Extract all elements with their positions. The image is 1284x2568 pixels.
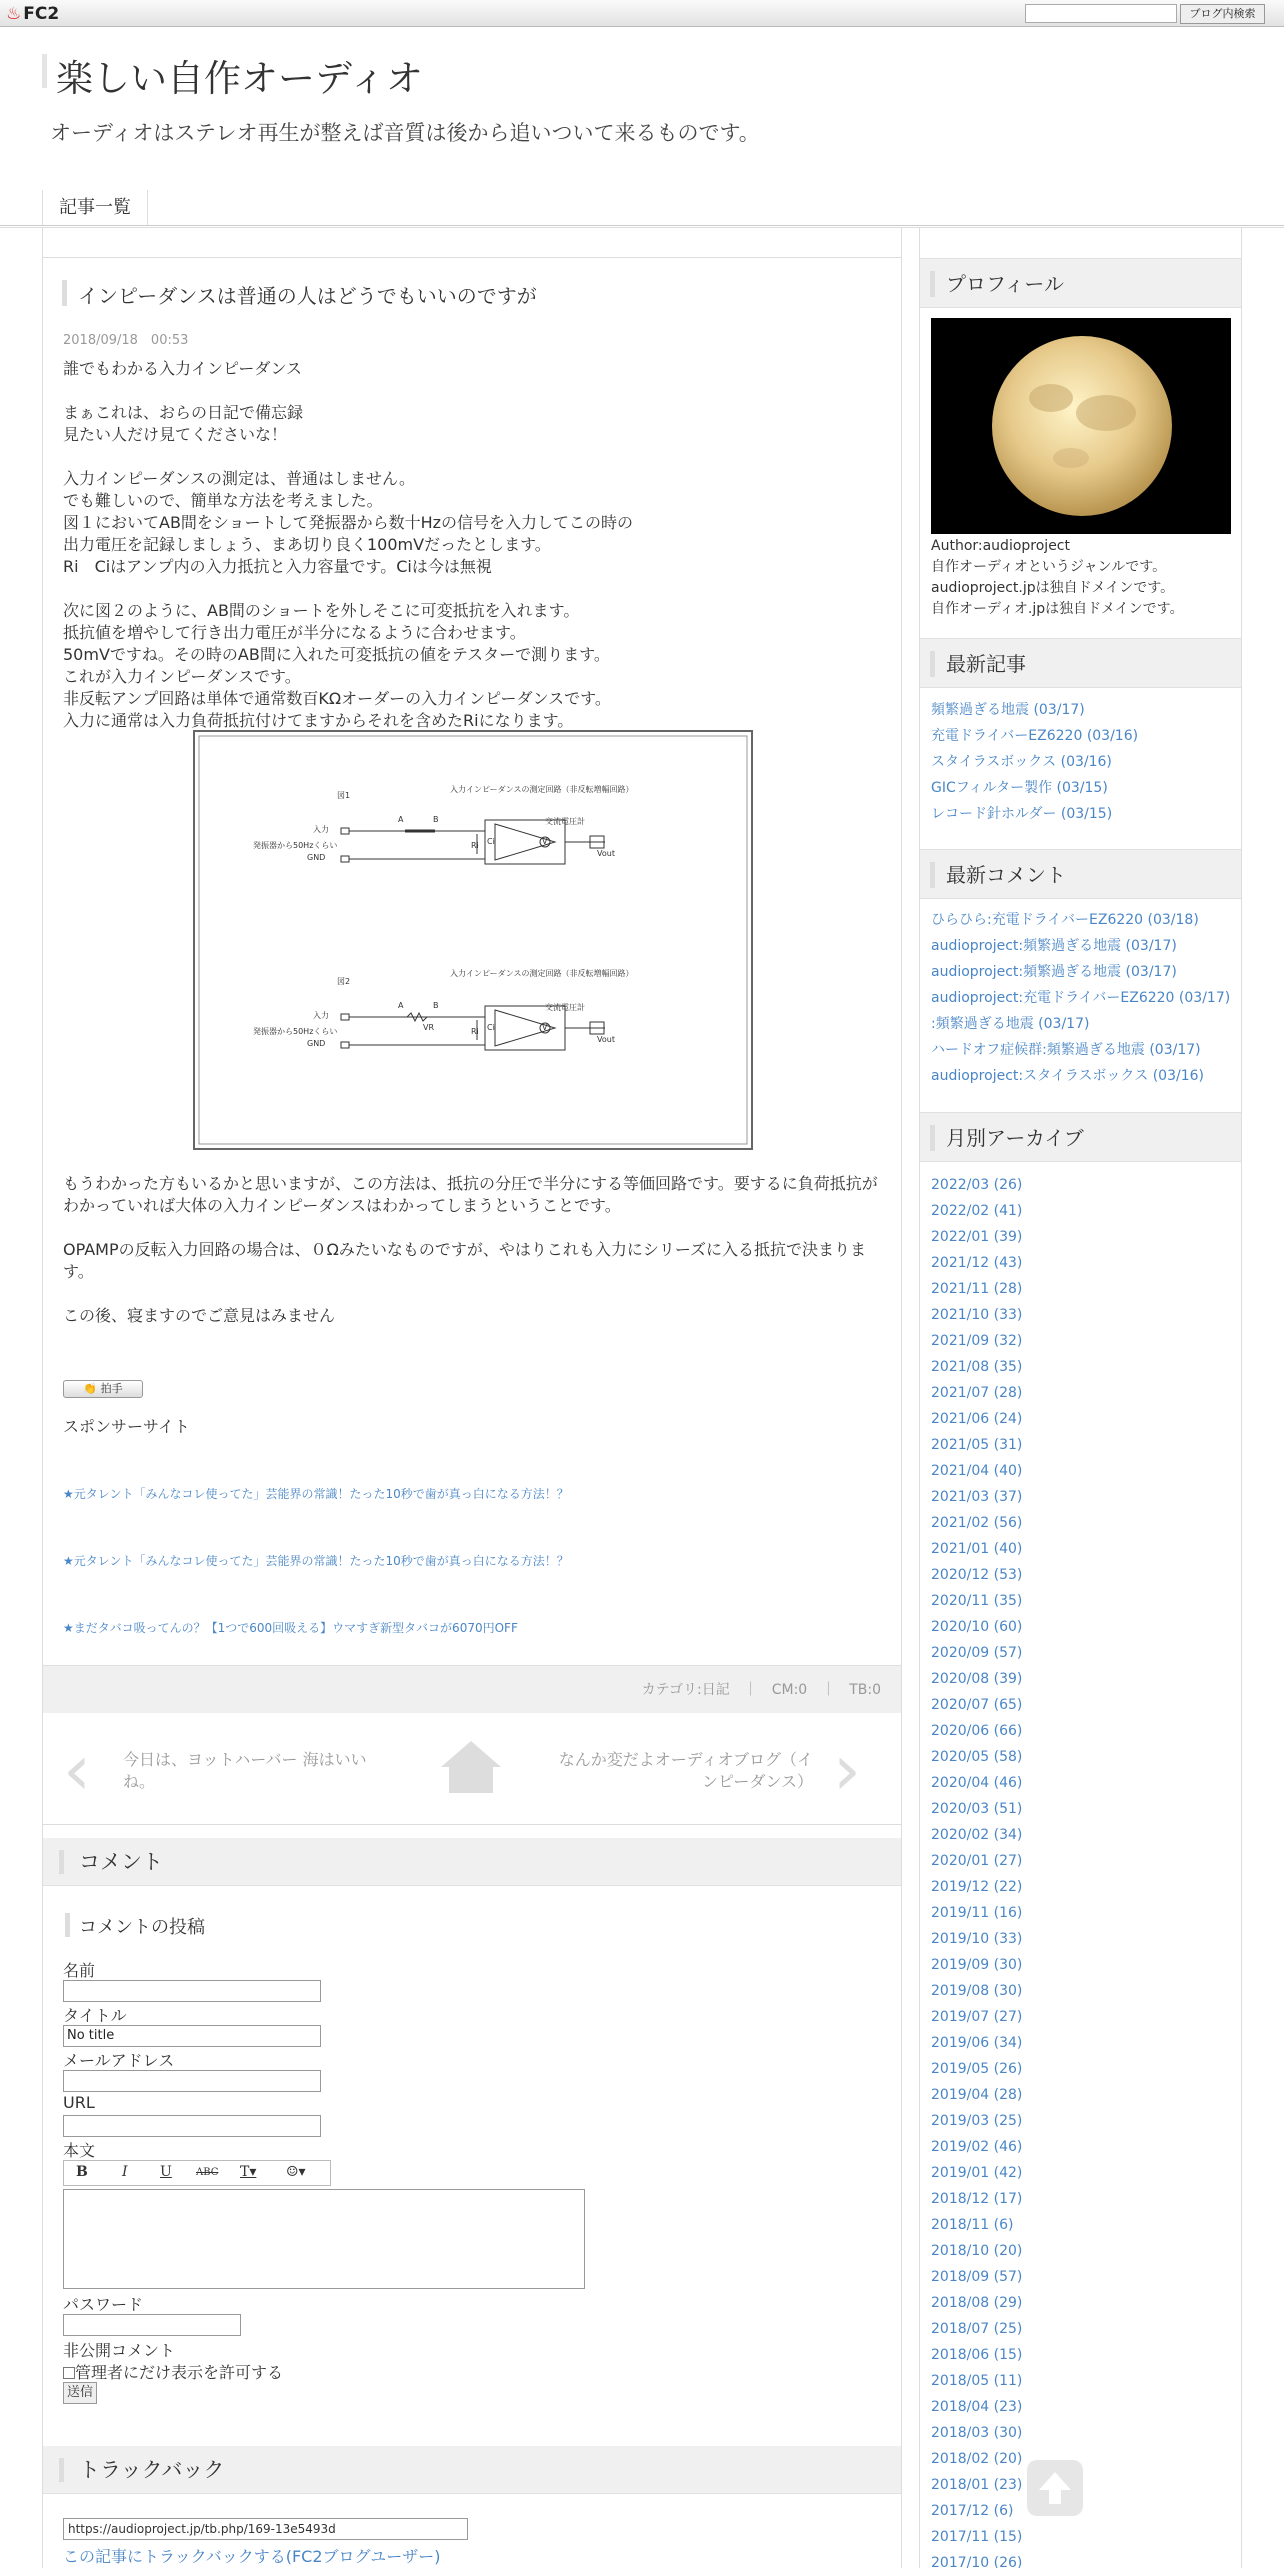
- heading-accent-bar: [59, 1850, 64, 1874]
- profile-text: [931, 536, 1184, 620]
- archive-link[interactable]: 2018/03 (30): [931, 2425, 1023, 2441]
- archive-link[interactable]: 2019/12 (22): [931, 1879, 1023, 1895]
- archive-link[interactable]: 2019/03 (25): [931, 2113, 1023, 2129]
- entry-paragraph: 入力インピーダンスの測定は、普通はしません。 でも難しいので、簡単な方法を考えました。 図１においてAB間をショートして発振器から数十Hzの信号を入力してこの時の 出力電圧を記録しましょう、まあ切り良く100mVだったとします。 Ri Ciはアンプ内の入力抵抗と入力容量です。Ciは今は無視: [63, 469, 634, 576]
- recent-comment-link[interactable]: audioproject:頻繁過ぎる地震 (03/17): [931, 938, 1177, 954]
- archive-link[interactable]: 2018/06 (15): [931, 2347, 1023, 2363]
- archive-link[interactable]: 2019/05 (26): [931, 2061, 1023, 2077]
- entry-pager: [43, 1715, 901, 1825]
- title-accent-bar: [42, 54, 47, 88]
- fig2-v-label: V: [542, 1023, 548, 1032]
- archive-link[interactable]: 2022/02 (41): [931, 1203, 1023, 1219]
- comment-post-heading-text: コメントの投稿: [79, 1917, 205, 1938]
- sidebar: [919, 228, 1242, 2568]
- archive-link[interactable]: 2019/09 (30): [931, 1957, 1023, 1973]
- sponsor-link[interactable]: ★元タレント「みんなコレ使ってた」芸能界の常識！たった10秒で歯が真っ白になる方法！？: [63, 1487, 569, 1501]
- password-field[interactable]: [63, 2314, 241, 2336]
- archive-link[interactable]: 2018/07 (25): [931, 2321, 1023, 2337]
- recent-comment-link[interactable]: audioproject:スタイラスボックス (03/16): [931, 1068, 1204, 1084]
- name-field[interactable]: [63, 1980, 321, 2002]
- recent-comment-link[interactable]: audioproject:充電ドライバーEZ6220 (03/17): [931, 990, 1231, 1006]
- clap-icon: 👏: [83, 1382, 98, 1395]
- next-arrow-icon[interactable]: ›: [833, 1729, 861, 1811]
- recent-comments-list: [931, 907, 1230, 1089]
- fig1-gnd-label: GND: [307, 853, 326, 862]
- blog-search-input[interactable]: [1025, 4, 1177, 23]
- recent-entry-link[interactable]: 充電ドライバーEZ6220 (03/16): [931, 728, 1139, 744]
- recent-entry-link[interactable]: 頻繁過ぎる地震 (03/17): [931, 702, 1085, 718]
- profile-heading-text: プロフィール: [946, 272, 1064, 296]
- site-title[interactable]: 楽しい自作オーディオ: [56, 57, 424, 100]
- archive-link[interactable]: 2017/12 (6): [931, 2503, 1014, 2519]
- trackback-heading: [43, 2446, 901, 2494]
- heading-accent-bar: [930, 862, 935, 888]
- archive-link[interactable]: 2020/01 (27): [931, 1853, 1023, 1869]
- password-label: パスワード: [63, 2295, 144, 2314]
- private-checkbox-label: 管理者にだけ表示を許可する: [75, 2363, 284, 2382]
- title-field[interactable]: No title: [63, 2025, 321, 2047]
- fig2-ci-label: Ci: [487, 1023, 495, 1032]
- fig1-v-label: V: [542, 837, 548, 846]
- archive-link[interactable]: 2018/12 (17): [931, 2191, 1023, 2207]
- archive-link[interactable]: 2021/06 (24): [931, 1411, 1023, 1427]
- heading-accent-bar: [930, 651, 935, 677]
- archive-link[interactable]: 2021/11 (28): [931, 1281, 1023, 1297]
- entry-title-text: インピーダンスは普通の人はどうでもいいのですが: [78, 284, 537, 308]
- private-label: 非公開コメント: [63, 2341, 176, 2360]
- url-field[interactable]: [63, 2115, 321, 2137]
- underline-icon[interactable]: U: [160, 2164, 172, 2180]
- archive-link[interactable]: 2021/12 (43): [931, 1255, 1023, 1271]
- archive-link[interactable]: 2020/07 (65): [931, 1697, 1023, 1713]
- private-option[interactable]: [63, 2360, 283, 2383]
- prev-arrow-icon[interactable]: ‹: [63, 1729, 91, 1811]
- comment-post-heading: [79, 1913, 205, 1939]
- sponsor-link[interactable]: ★まだタバコ吸ってんの？【1つで600回吸える】ウマすぎ新型タバコが6070円OFF: [63, 1621, 518, 1635]
- archive-link[interactable]: 2019/01 (42): [931, 2165, 1023, 2181]
- sponsor-label: スポンサーサイト: [63, 1417, 190, 1436]
- clap-button[interactable]: [63, 1380, 143, 1398]
- mail-label: メールアドレス: [63, 2051, 175, 2070]
- entry-paragraph: まぁこれは、おらの日記で備忘録 見たい人だけ見てくださいな！: [63, 403, 304, 444]
- archive-link[interactable]: 2020/02 (34): [931, 1827, 1023, 1843]
- submit-button[interactable]: 送信: [63, 2382, 97, 2404]
- trackback-link[interactable]: この記事にトラックバックする(FC2ブログユーザー): [63, 2547, 441, 2566]
- strikethrough-icon[interactable]: ABC: [196, 2167, 219, 2178]
- archive-link[interactable]: 2021/02 (56): [931, 1515, 1023, 1531]
- fig1-b-label: B: [433, 815, 439, 824]
- archive-link[interactable]: 2019/10 (33): [931, 1931, 1023, 1947]
- archive-link[interactable]: 2022/03 (26): [931, 1177, 1023, 1193]
- archive-link[interactable]: 2020/06 (66): [931, 1723, 1023, 1739]
- archive-link[interactable]: 2021/09 (32): [931, 1333, 1023, 1349]
- fig2-vr-label: VR: [423, 1023, 435, 1032]
- profile-line: Author:audioproject: [931, 538, 1070, 554]
- fig2-ri-label: Ri: [471, 1027, 479, 1036]
- entry-paragraph: OPAMPの反転入力回路の場合は、０Ωみたいなものですが、やはりこれも入力にシリーズに入る抵抗で決まります。: [63, 1240, 867, 1281]
- text-color-icon[interactable]: T▾: [240, 2164, 257, 2180]
- archive-heading-text: 月別アーカイブ: [946, 1126, 1084, 1150]
- fig1-osc-label: 発振器から50Hzくらい: [253, 841, 338, 850]
- private-checkbox[interactable]: [63, 2367, 75, 2379]
- archive-list: [931, 1172, 1022, 2568]
- recent-comment-link[interactable]: :頻繁過ぎる地震 (03/17): [931, 1016, 1090, 1032]
- sponsor-link[interactable]: ★元タレント「みんなコレ使ってた」芸能界の常識！たった10秒で歯が真っ白になる方法！？: [63, 1554, 569, 1568]
- fc2-flame-icon: ♨: [6, 4, 22, 24]
- main-column: [42, 228, 902, 2568]
- archive-link[interactable]: 2018/08 (29): [931, 2295, 1023, 2311]
- archive-link[interactable]: 2021/08 (35): [931, 1359, 1023, 1375]
- archive-link[interactable]: 2021/07 (28): [931, 1385, 1023, 1401]
- fig1-label: 図1: [337, 791, 351, 800]
- archive-link[interactable]: 2019/08 (30): [931, 1983, 1023, 1999]
- archive-link[interactable]: 2018/09 (57): [931, 2269, 1023, 2285]
- heading-accent-bar: [930, 271, 935, 297]
- fig2-gnd-label: GND: [307, 1039, 326, 1048]
- archive-link[interactable]: 2020/03 (51): [931, 1801, 1023, 1817]
- archive-link[interactable]: 2019/06 (34): [931, 2035, 1023, 2051]
- fig2-meter-label: 交流電圧計: [545, 1003, 585, 1012]
- entry-paragraph: 次に図２のように、AB間のショートを外しそこに可変抵抗を入れます。 抵抗値を増やして行き出力電圧が半分になるように合わせます。 50mVですね。その時のAB間に入れた可変抵抗の値をテスターで測ります。 これが入力インピーダンスです。 非反転アンプ回路は単体で通常数百KΩオーダーの入力インピーダンスです。 入力に通常は入力負荷抵抗付けてますからそれを含めたRiになります。: [63, 601, 611, 730]
- home-icon[interactable]: [441, 1741, 501, 1797]
- page-top-button[interactable]: [1027, 2460, 1083, 2516]
- comments-heading: [43, 1838, 901, 1886]
- fig1-meter-label: 交流電圧計: [545, 817, 585, 826]
- prev-entry-link[interactable]: 今日は、ヨットハーバー 海はいいね。: [123, 1750, 367, 1791]
- trackback-heading-text: トラックバック: [79, 2458, 225, 2482]
- archive-heading: [920, 1112, 1241, 1162]
- clap-label: 拍手: [100, 1382, 123, 1395]
- entry-paragraph: 誰でもわかる入力インピーダンス: [63, 359, 303, 378]
- recent-entry-link[interactable]: レコード針ホルダー (03/15): [931, 806, 1113, 822]
- archive-link[interactable]: 2020/05 (58): [931, 1749, 1023, 1765]
- trackback-url-field[interactable]: https://audioproject.jp/tb.php/169-13e5493d: [63, 2518, 468, 2540]
- archive-link[interactable]: 2018/02 (20): [931, 2451, 1023, 2467]
- body-label: 本文: [63, 2141, 96, 2160]
- fc2-logo[interactable]: [6, 4, 59, 24]
- mail-field[interactable]: [63, 2070, 321, 2092]
- entry-paragraph: もうわかった方もいるかと思いますが、この方法は、抵抗の分圧で半分にする等価回路です。要するに負荷抵抗がわかっていれば大体の入力インピーダンスはわかってしまうということです。: [63, 1174, 878, 1215]
- editor-toolbar: [63, 2160, 331, 2186]
- profile-heading: [920, 258, 1241, 308]
- recent-entry-link[interactable]: GICフィルター製作 (03/15): [931, 780, 1108, 796]
- fc2-logo-text: FC2: [23, 4, 60, 24]
- fig1-input-label: 入力: [313, 825, 329, 834]
- archive-link[interactable]: 2021/05 (31): [931, 1437, 1023, 1453]
- archive-link[interactable]: 2021/01 (40): [931, 1541, 1023, 1557]
- entry-body: [63, 358, 883, 754]
- main-top-strip: [43, 228, 901, 258]
- profile-line: 自作オーディオ.jpは独自ドメインです。: [931, 601, 1184, 617]
- archive-link[interactable]: 2019/02 (46): [931, 2139, 1023, 2155]
- archive-link[interactable]: 2018/05 (11): [931, 2373, 1023, 2389]
- site-description: オーディオはステレオ再生が整えば音質は後から追いついて来るものです。: [50, 121, 760, 145]
- arrow-up-icon: [1027, 2460, 1083, 2516]
- fig1-title: 入力インピーダンスの測定回路（非反転増幅回路）: [450, 785, 634, 794]
- emoji-icon[interactable]: ☺▾: [286, 2164, 306, 2180]
- nav-item-article-list[interactable]: 記事一覧: [42, 190, 148, 226]
- title-label: タイトル: [63, 2006, 127, 2025]
- archive-link[interactable]: 2018/04 (23): [931, 2399, 1023, 2415]
- entry-body-continued: [63, 1173, 883, 1349]
- blog-search-button[interactable]: ブログ内検索: [1180, 4, 1265, 24]
- archive-link[interactable]: 2021/04 (40): [931, 1463, 1023, 1479]
- archive-link[interactable]: 2020/11 (35): [931, 1593, 1023, 1609]
- bold-icon[interactable]: B: [76, 2164, 88, 2180]
- recent-entries-list: [931, 697, 1138, 827]
- entry-date: 2018/09/18 00:53: [63, 333, 189, 348]
- recent-comments-heading-text: 最新コメント: [946, 863, 1066, 887]
- comment-body-textarea[interactable]: [63, 2189, 585, 2289]
- heading-accent-bar: [59, 2458, 64, 2482]
- name-label: 名前: [63, 1961, 96, 1980]
- archive-link[interactable]: 2017/10 (26): [931, 2555, 1023, 2568]
- profile-avatar-moon: [931, 318, 1231, 534]
- profile-line: 自作オーディオというジャンルです。: [931, 559, 1167, 575]
- fig2-osc-label: 発振器から50Hzくらい: [253, 1027, 338, 1036]
- recent-entry-link[interactable]: スタイラスボックス (03/16): [931, 754, 1112, 770]
- recent-comment-link[interactable]: audioproject:頻繁過ぎる地震 (03/17): [931, 964, 1177, 980]
- entry-paragraph: この後、寝ますのでご意見はみません: [63, 1306, 336, 1325]
- fig2-title: 入力インピーダンスの測定回路（非反転増幅回路）: [450, 969, 634, 978]
- archive-link[interactable]: 2021/10 (33): [931, 1307, 1023, 1323]
- archive-link[interactable]: 2017/11 (15): [931, 2529, 1023, 2545]
- archive-link[interactable]: 2020/09 (57): [931, 1645, 1023, 1661]
- archive-link[interactable]: 2020/10 (60): [931, 1619, 1023, 1635]
- archive-link[interactable]: 2019/11 (16): [931, 1905, 1023, 1921]
- archive-link[interactable]: 2019/07 (27): [931, 2009, 1023, 2025]
- fig2-b-label: B: [433, 1001, 439, 1010]
- recent-comment-link[interactable]: ハードオフ症候群:頻繁過ぎる地震 (03/17): [931, 1042, 1201, 1058]
- profile-line: audioproject.jpは独自ドメインです。: [931, 580, 1175, 596]
- archive-link[interactable]: 2019/04 (28): [931, 2087, 1023, 2103]
- circuit-diagram-image: [193, 730, 753, 1150]
- fig2-label: 図2: [337, 977, 351, 986]
- archive-link[interactable]: 2018/10 (20): [931, 2243, 1023, 2259]
- archive-link[interactable]: 2020/04 (46): [931, 1775, 1023, 1791]
- italic-icon[interactable]: I: [122, 2164, 128, 2180]
- recent-comments-heading: [920, 849, 1241, 899]
- fig1-a-label: A: [398, 815, 404, 824]
- recent-comment-link[interactable]: ひらひら:充電ドライバーEZ6220 (03/18): [931, 912, 1199, 928]
- fig1-ci-label: Ci: [487, 837, 495, 846]
- fig2-a-label: A: [398, 1001, 404, 1010]
- entry-footer[interactable]: カテゴリ:日記 ｜ CM:0 ｜ TB:0: [43, 1665, 901, 1713]
- archive-link[interactable]: 2020/08 (39): [931, 1671, 1023, 1687]
- heading-accent-bar: [930, 1125, 935, 1151]
- archive-link[interactable]: 2020/12 (53): [931, 1567, 1023, 1583]
- archive-link[interactable]: 2018/01 (23): [931, 2477, 1023, 2493]
- archive-link[interactable]: 2018/11 (6): [931, 2217, 1014, 2233]
- title-accent-bar: [62, 280, 67, 306]
- fc2-toolbar: [0, 0, 1284, 27]
- next-entry-link[interactable]: なんか変だよオーディオブログ（インピーダンス）: [558, 1750, 813, 1791]
- fig1-ri-label: Ri: [471, 841, 479, 850]
- entry-title[interactable]: [78, 280, 537, 309]
- recent-entries-heading-text: 最新記事: [946, 652, 1026, 676]
- comments-heading-text: コメント: [79, 1850, 163, 1874]
- fig2-vout-label: Vout: [597, 1035, 615, 1044]
- url-label: URL: [63, 2093, 95, 2112]
- archive-link[interactable]: 2021/03 (37): [931, 1489, 1023, 1505]
- archive-link[interactable]: 2022/01 (39): [931, 1229, 1023, 1245]
- recent-entries-heading: [920, 638, 1241, 688]
- fig1-vout-label: Vout: [597, 849, 615, 858]
- heading-accent-bar: [65, 1913, 70, 1937]
- fig2-input-label: 入力: [313, 1011, 329, 1020]
